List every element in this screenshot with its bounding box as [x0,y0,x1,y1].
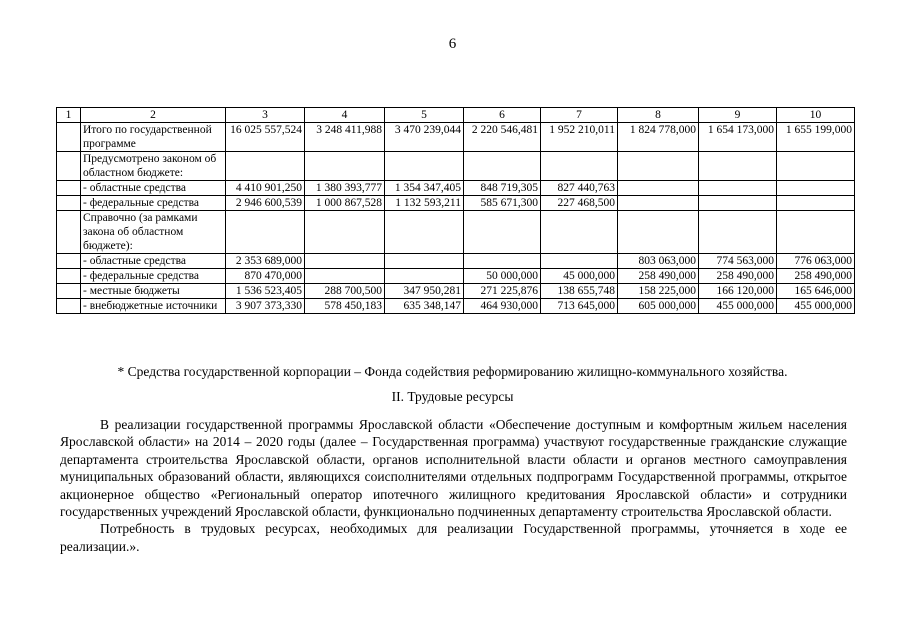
row-label: Справочно (за рамками закона об областном бюджете): [81,211,226,254]
table-cell [305,152,385,181]
table-cell: 1 354 347,405 [385,181,464,196]
section-title: II. Трудовые ресурсы [391,389,514,404]
table-cell [57,181,81,196]
table-cell [226,211,305,254]
table-row [57,284,855,299]
table-cell: 4 410 901,250 [226,181,305,196]
table-cell: 776 063,000 [777,254,855,269]
table-cell: 3 248 411,988 [305,123,385,152]
table-cell [57,284,81,299]
table-cell [618,181,699,196]
table-cell: 2 353 689,000 [226,254,305,269]
table-cell [464,254,541,269]
table-cell [464,211,541,254]
table-cell [305,269,385,284]
table-cell: 803 063,000 [618,254,699,269]
table-cell [699,152,777,181]
table-cell [777,196,855,211]
table-cell [305,211,385,254]
table-cell: 713 645,000 [541,299,618,314]
table-row [57,152,855,181]
table-header-cell: 8 [618,108,699,123]
table-cell: 605 000,000 [618,299,699,314]
table-cell: 1 655 199,000 [777,123,855,152]
table-cell: 3 470 239,044 [385,123,464,152]
row-label: - областные средства [81,254,226,269]
table-cell [57,269,81,284]
table-cell [385,269,464,284]
table-cell: 50 000,000 [464,269,541,284]
table-cell [541,211,618,254]
table-cell: 848 719,305 [464,181,541,196]
table-cell: 138 655,748 [541,284,618,299]
table-header-cell: 9 [699,108,777,123]
row-label: - федеральные средства [81,269,226,284]
table-header-cell: 10 [777,108,855,123]
table-cell: 827 440,763 [541,181,618,196]
table-cell [226,152,305,181]
table-cell [57,196,81,211]
table-row [57,211,855,254]
table-cell: 578 450,183 [305,299,385,314]
table-row [57,269,855,284]
table-row [57,123,855,152]
table-row [57,181,855,196]
body-text [60,416,847,555]
table-cell: 166 120,000 [699,284,777,299]
table-cell: 455 000,000 [699,299,777,314]
table-cell: 1 132 593,211 [385,196,464,211]
table-header-cell: 3 [226,108,305,123]
table-cell: 774 563,000 [699,254,777,269]
table-header-cell: 4 [305,108,385,123]
table-row [57,196,855,211]
table-cell: 3 907 373,330 [226,299,305,314]
table-cell: 227 468,500 [541,196,618,211]
table-cell [699,211,777,254]
table-cell: 258 490,000 [777,269,855,284]
table-cell: 1 380 393,777 [305,181,385,196]
table-cell: 288 700,500 [305,284,385,299]
table-header-cell: 2 [81,108,226,123]
page-number: 6 [448,36,457,52]
table-cell [699,181,777,196]
table-cell: 158 225,000 [618,284,699,299]
table-cell: 464 930,000 [464,299,541,314]
table-cell [57,211,81,254]
table-cell: 1 824 778,000 [618,123,699,152]
table-cell: 2 946 600,539 [226,196,305,211]
table-cell: 635 348,147 [385,299,464,314]
table-cell [57,152,81,181]
table-cell [777,152,855,181]
budget-table [56,107,855,314]
table-cell: 870 470,000 [226,269,305,284]
table-header-cell: 7 [541,108,618,123]
table-cell: 585 671,300 [464,196,541,211]
paragraph: В реализации государственной программы Ярославской области «Обеспечение доступным и комфортным жильем населения Ярославской области» на 2014 – 2020 годы (далее – Государственная программа) участвуют государственные гражданские служащие департамента строительства Ярославской области, органов исполнительной власти области и органов местного самоуправления муниципальных образований области, являющихся соисполнителями отдельных подпрограмм Государственной программы, открытое акционерное общество «Региональный оператор ипотечного жилищного кредитования Ярославской области» и сотрудники государственных учреждений Ярославской области, функционально подчиненных департаменту строительства Ярославской области. [60,417,847,520]
table-cell: 258 490,000 [618,269,699,284]
footnote: * Средства государственной корпорации – Фонда содействия реформированию жилищно-коммунального хозяйства. [117,364,788,379]
row-label: Итого по государственной программе [81,123,226,152]
table-header-cell: 1 [57,108,81,123]
table-cell: 1 952 210,011 [541,123,618,152]
table-header-cell: 5 [385,108,464,123]
table-cell [385,254,464,269]
table-cell [777,211,855,254]
table-cell: 1 536 523,405 [226,284,305,299]
row-label: - внебюджетные источники [81,299,226,314]
table-cell [618,152,699,181]
table-cell: 16 025 557,524 [226,123,305,152]
table-cell [777,181,855,196]
row-label: Предусмотрено законом об областном бюджете: [81,152,226,181]
table-cell: 2 220 546,481 [464,123,541,152]
table-row [57,299,855,314]
table-cell [57,123,81,152]
table-cell [57,299,81,314]
table-header-cell: 6 [464,108,541,123]
table-cell [618,196,699,211]
table-cell [57,254,81,269]
table-cell: 455 000,000 [777,299,855,314]
table-header-row [57,108,855,123]
table-row [57,254,855,269]
row-label: - областные средства [81,181,226,196]
table-cell [618,211,699,254]
table-cell [464,152,541,181]
paragraph: Потребность в трудовых ресурсах, необходимых для реализации Государственной программы, уточняется в ходе ее реализации.». [60,521,847,554]
row-label: - федеральные средства [81,196,226,211]
table-cell [385,152,464,181]
table-cell: 347 950,281 [385,284,464,299]
row-label: - местные бюджеты [81,284,226,299]
table-cell [541,152,618,181]
table-cell: 45 000,000 [541,269,618,284]
table-cell [699,196,777,211]
table-cell: 1 654 173,000 [699,123,777,152]
table-cell: 1 000 867,528 [305,196,385,211]
table-cell [385,211,464,254]
table-cell: 165 646,000 [777,284,855,299]
table-cell: 258 490,000 [699,269,777,284]
table-cell: 271 225,876 [464,284,541,299]
table-cell [541,254,618,269]
table-cell [305,254,385,269]
